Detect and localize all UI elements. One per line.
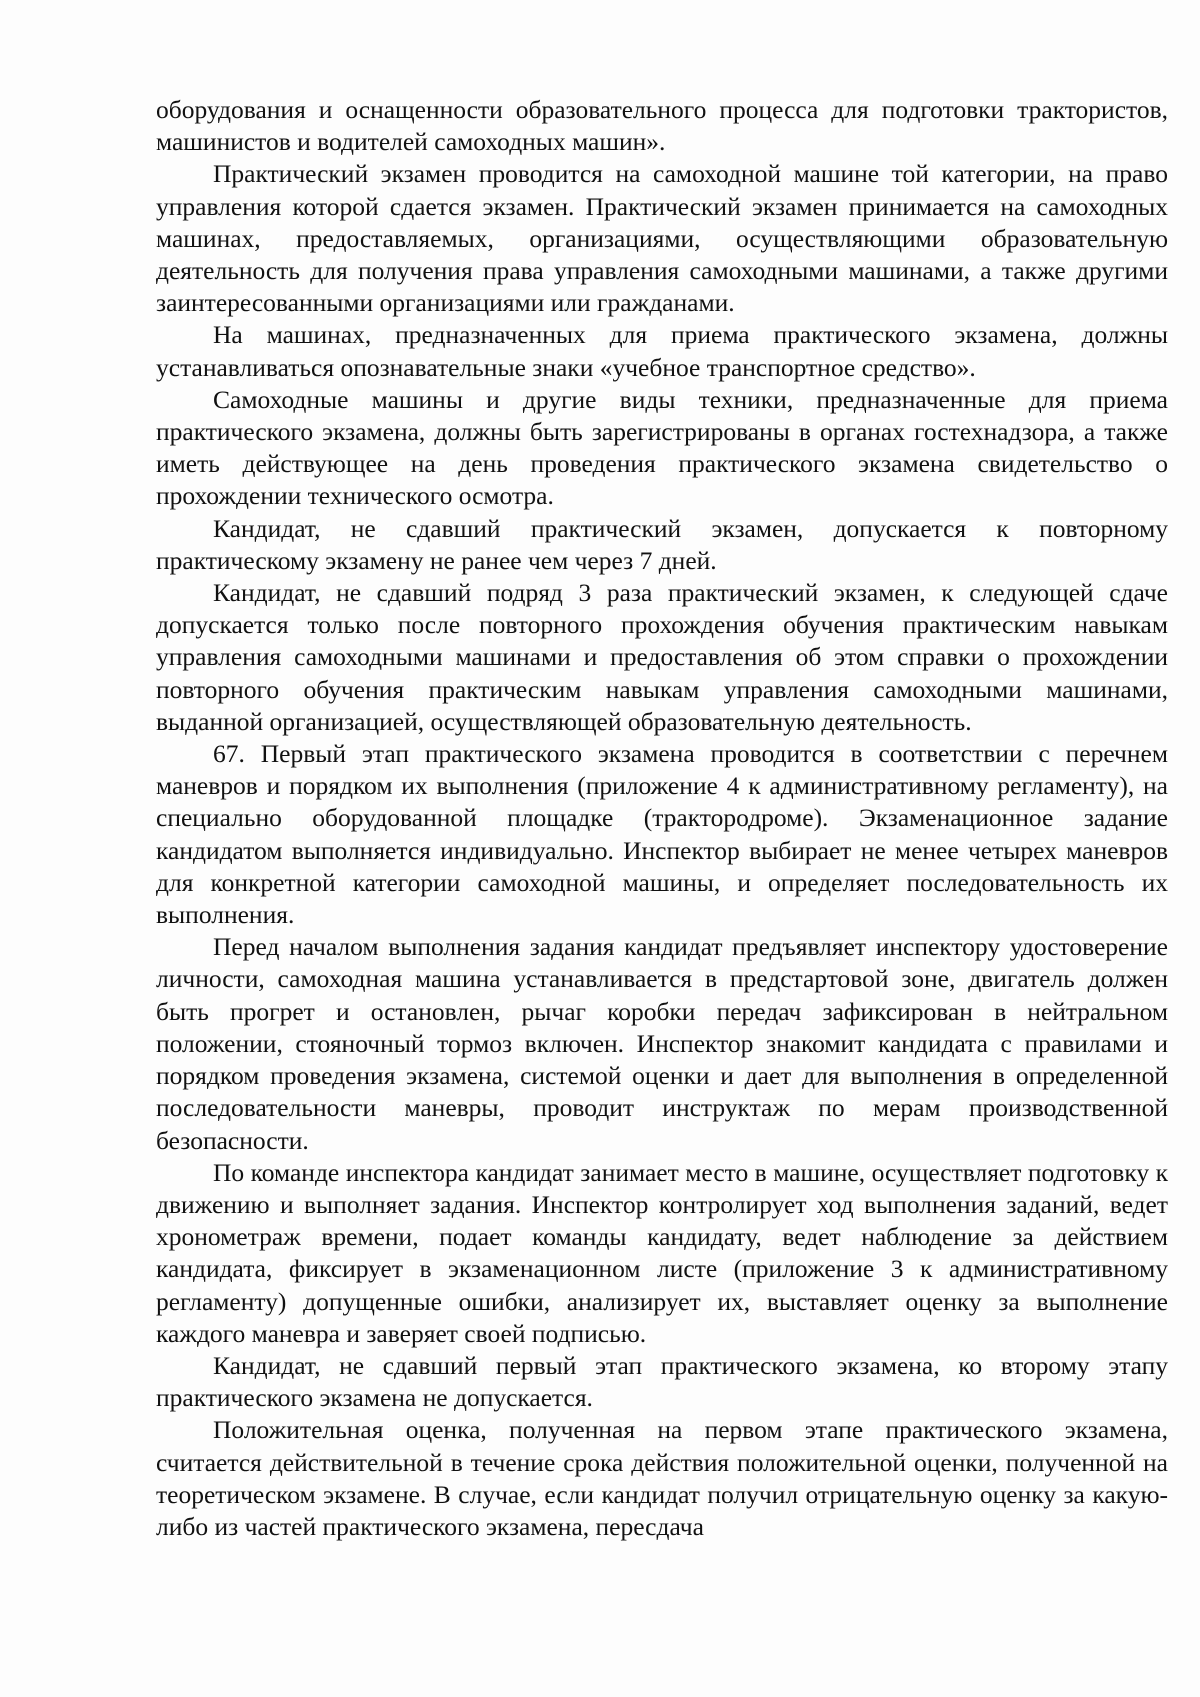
paragraph-1: оборудования и оснащенности образовательного процесса для подготовки трактористов, машинистов и водителей самоходных машин». — [156, 95, 1168, 157]
paragraph-7: 67. Первый этап практического экзамена проводится в соответствии с перечнем маневров и порядком их выполнения (приложение 4 к административному регламенту), на специально оборудованной площадке (трактородроме). Экзаменационное задание кандидатом выполняется индивидуально. Инспектор выбирает не менее четырех маневров для конкретной категории самоходной машины, и определяет последовательность их выполнения. — [156, 739, 1168, 930]
paragraph-2: Практический экзамен проводится на самоходной машине той категории, на право управления которой сдается экзамен. Практический экзамен принимается на самоходных машинах, предоставляемых, организациями, осуществляющими образовательную деятельность для получения права управления самоходными машинами, а также другими заинтересованными организациями или гражданами. — [156, 159, 1168, 318]
paragraph-11: Положительная оценка, полученная на первом этапе практического экзамена, считается действительной в течение срока действия положительной оценки, полученной на теоретическом экзамене. В случае, если кандидат получил отрицательную оценку за какую-либо из частей практического экзамена, пересдача — [156, 1415, 1168, 1541]
paragraph-5: Кандидат, не сдавший практический экзамен, допускается к повторному практическому экзамену не ранее чем через 7 дней. — [156, 513, 1168, 575]
paragraph-9: По команде инспектора кандидат занимает место в машине, осуществляет подготовку к движению и выполняет задания. Инспектор контролирует ход выполнения заданий, ведет хронометраж времени, подает команды кандидату, ведет наблюдение за действием кандидата, фиксирует в экзаменационном листе (приложение 3 к административному регламенту) допущенные ошибки, анализирует их, выставляет оценку за выполнение каждого маневра и заверяет своей подписью. — [156, 1157, 1168, 1348]
paragraph-6: Кандидат, не сдавший подряд 3 раза практический экзамен, к следующей сдаче допускается только после повторного прохождения обучения практическим навыкам управления самоходными машинами и предоставления об этом справки о прохождении повторного обучения практическим навыкам управления самоходными машинами, выданной организацией, осуществляющей образовательную деятельность. — [156, 578, 1168, 736]
paragraph-3: На машинах, предназначенных для приема практического экзамена, должны устанавливаться опознавательные знаки «учебное транспортное средство». — [156, 320, 1168, 382]
paragraph-4: Самоходные машины и другие виды техники, предназначенные для приема практического экзамена, должны быть зарегистрированы в органах гостехнадзора, а также иметь действующее на день проведения практического экзамена свидетельство о прохождении технического осмотра. — [156, 384, 1168, 511]
paragraph-8: Перед началом выполнения задания кандидат предъявляет инспектору удостоверение личности, самоходная машина устанавливается в предстартовой зоне, двигатель должен быть прогрет и остановлен, рычаг коробки передач зафиксирован в нейтральном положении, стояночный тормоз включен. Инспектор знакомит кандидата с правилами и порядком проведения экзамена, системой оценки и дает для выполнения в определенной последовательности маневры, проводит инструктаж по мерам производственной безопасности. — [156, 932, 1168, 1155]
paragraph-10: Кандидат, не сдавший первый этап практического экзамена, ко второму этапу практического экзамена не допускается. — [156, 1350, 1168, 1413]
document-body — [156, 94, 1168, 1543]
